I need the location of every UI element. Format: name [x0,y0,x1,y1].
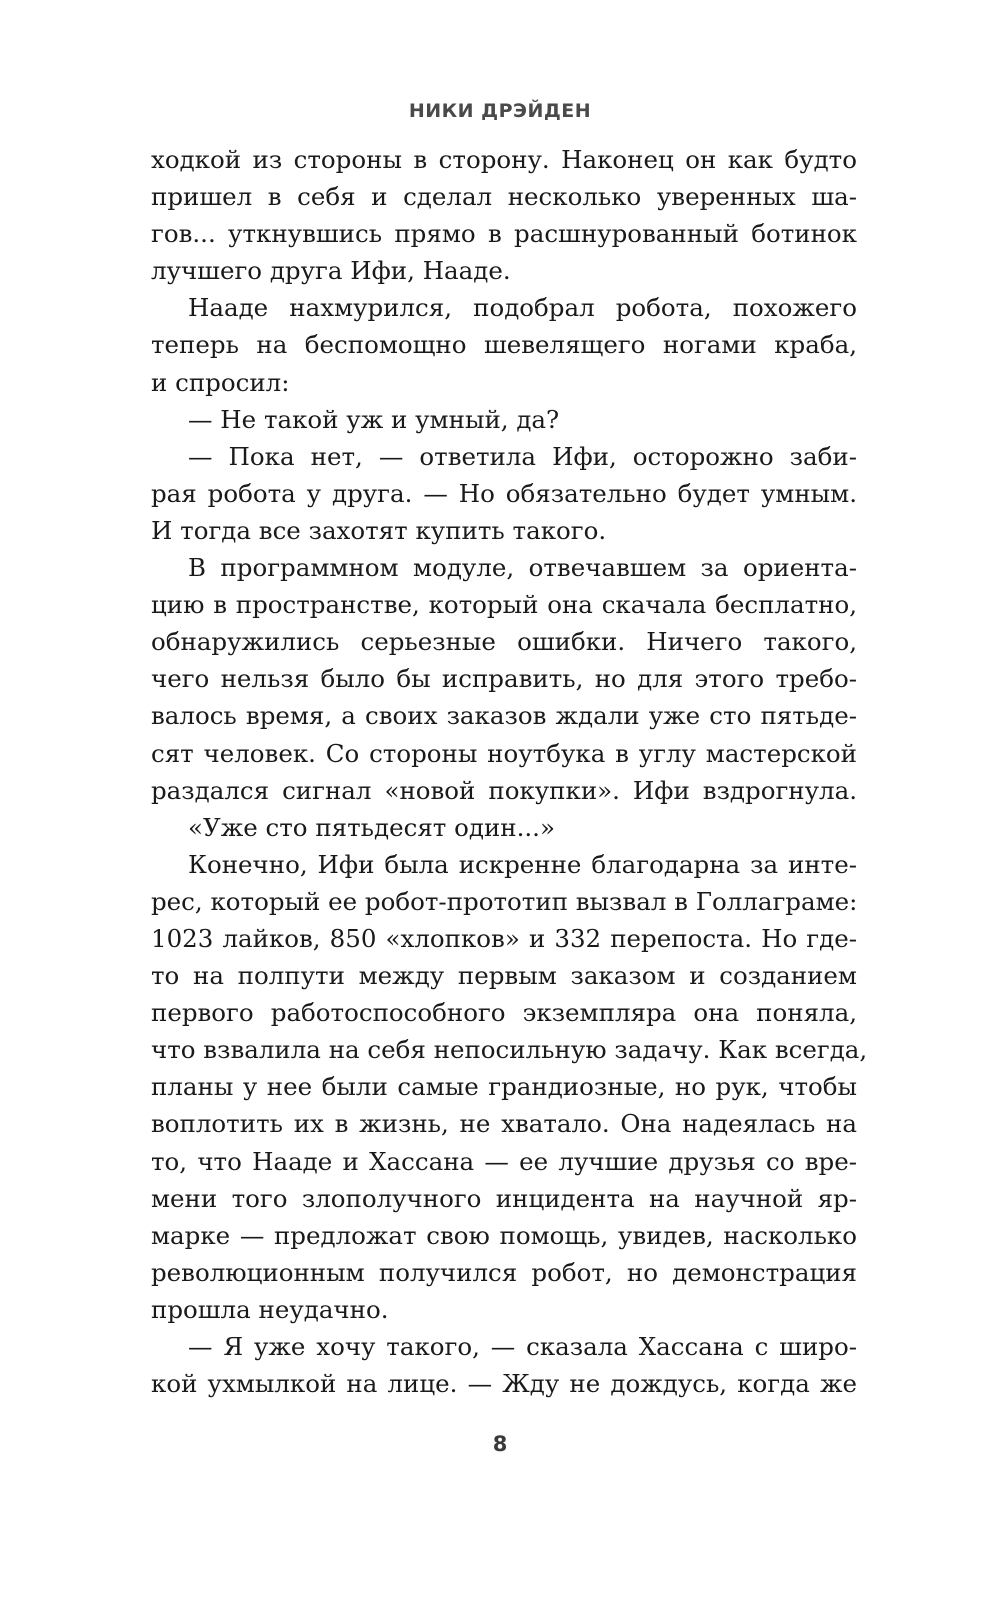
text-line: цию в пространстве, который она скачала бесплатно, [151,590,857,620]
text-line: Нааде нахмурился, подобрал робота, похожего [188,293,857,323]
text-line: чего нельзя было бы исправить, но для этого требо- [151,664,857,694]
text-line: то, что Нааде и Хассана — ее лучшие друзья со вре- [151,1146,857,1176]
running-header: НИКИ ДРЭЙДЕН [408,100,592,122]
text-line: первого работоспособного экземпляра она поняла, [151,998,857,1028]
text-line: мени того злополучного инцидента на научной яр- [151,1183,857,1213]
text-line: революционным получился робот, но демонстрация [151,1257,857,1287]
text-line: марке — предложат свою помощь, увидев, насколько [151,1220,857,1250]
text-line: планы у нее были самые грандиозные, но рук, чтобы [151,1072,857,1102]
text-line: В программном модуле, отвечавшем за ориента- [188,553,857,583]
text-line: лучшего друга Ифи, Нааде. [151,256,511,286]
text-line: 1023 лайков, 850 «хлопков» и 332 перепоста. Но где- [151,923,857,953]
page-number: 8 [492,1432,508,1456]
text-line: то на полпути между первым заказом и созданием [151,961,857,991]
text-line: И тогда все захотят купить такого. [151,515,607,545]
text-line: — Пока нет, — ответила Ифи, осторожно заби- [188,441,857,471]
body-text [151,141,868,1402]
text-line: что взвалила на себя непосильную задачу. Как всегда, [151,1035,868,1065]
text-line: ходкой из стороны в сторону. Наконец он как будто [151,145,857,174]
text-line: и спросил: [151,367,290,397]
text-line: рес, который ее робот-прототип вызвал в Голлаграме: [151,886,858,916]
text-line: сят человек. Со стороны ноутбука в углу мастерской [151,738,857,768]
text-line: гов... уткнувшись прямо в расшнурованный ботинок [151,219,857,249]
text-line: обнаружились серьезные ошибки. Ничего такого, [151,627,857,657]
text-line: «Уже сто пятьдесят один...» [188,812,555,842]
text-line: воплотить их в жизнь, не хватало. Она надеялась на [151,1109,857,1139]
text-line: прошла неудачно. [151,1294,389,1324]
text-line: — Не такой уж и умный, да? [188,404,560,434]
text-line: рая робота у друга. — Но обязательно будет умным. [151,478,857,508]
text-line: раздался сигнал «новой покупки». Ифи вздрогнула. [151,775,857,805]
text-line: валось время, а своих заказов ждали уже сто пятьде- [151,701,857,731]
text-line: — Я уже хочу такого, — сказала Хассана с широ- [188,1332,857,1361]
text-line: Конечно, Ифи была искренне благодарна за инте- [188,849,857,879]
text-line: кой ухмылкой на лице. — Жду не дождусь, когда же [151,1369,857,1399]
text-line: теперь на беспомощно шевелящего ногами краба, [151,330,857,360]
text-line: пришел в себя и сделал несколько уверенных ша- [151,182,857,212]
